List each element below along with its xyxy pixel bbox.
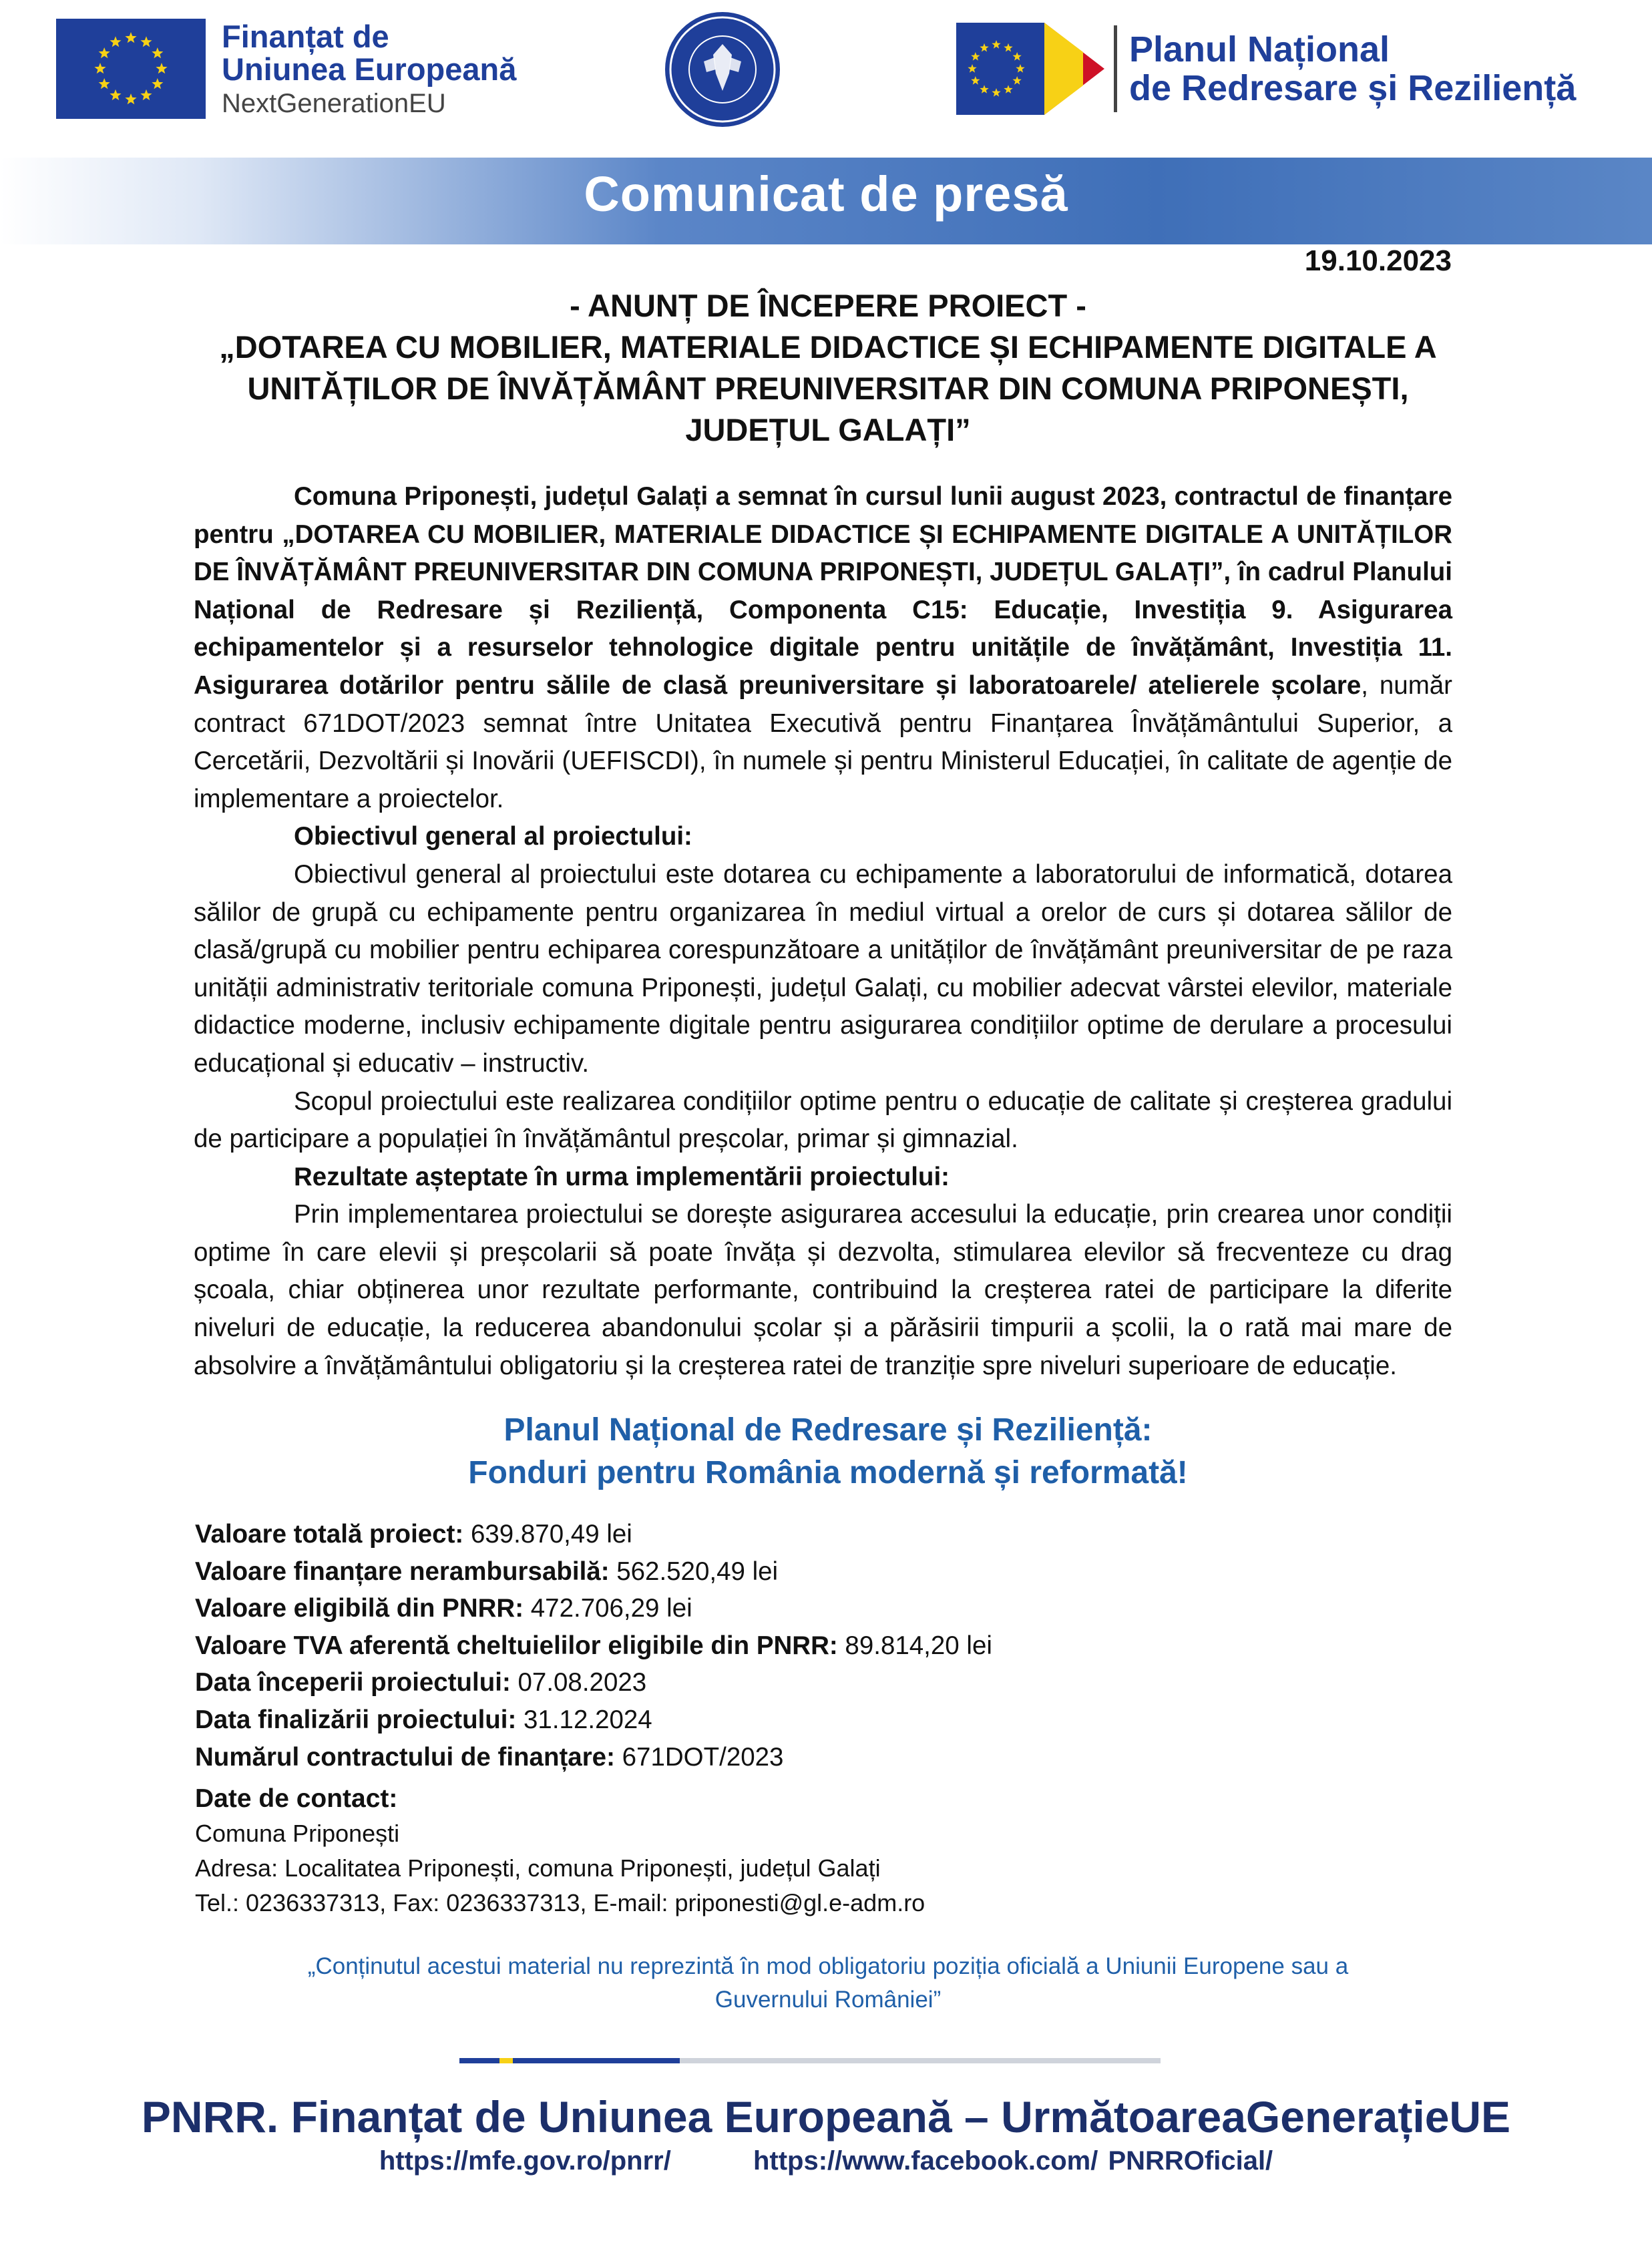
slogan-line1: Planul Național de Redresare și Reziliență: (503, 1412, 1153, 1448)
title-line4: JUDEȚUL GALAȚI” (685, 412, 971, 447)
contact-line1: Comuna Priponești (195, 1820, 400, 1847)
value-row: Valoare eligibilă din PNRR: 472.706,29 lei (195, 1594, 692, 1623)
eu-logo-line3: NextGenerationEU (222, 89, 446, 119)
footer-link-mfe[interactable]: https://mfe.gov.ro/pnrr/ (379, 2146, 671, 2176)
pnrr-logo (956, 23, 1576, 115)
value-row: Data începerii proiectului: 07.08.2023 (195, 1668, 647, 1697)
objective-paragraph: Obiectivul general al proiectului este dotarea cu echipamente a laboratorului de informatică, dotarea sălilor de grupă cu echipamente pentru organizarea în mediul virtual a orelor de curs și dotarea sălilor de clasă/grupă cu mobilier pentru echiparea corespunzătoare a unităților de învățământ preuniversitar de pe raza unității administrativ teritoriale comuna Priponești, județul Galați, cu mobilier adecvat vârstei elevilor, materiale didactice moderne, inclusiv echipamente digitale pentru asigurarea condițiilor optime de derulare a procesului educațional și educativ – instructiv. (194, 859, 1452, 1078)
footer-title: PNRR. Finanțat de Uniunea Europeană – UrmătoareaGenerațieUE (141, 2092, 1511, 2142)
intro-rest: , număr contract 671DOT/2023 semnat între Unitatea Executivă pentru Finanțarea Învățământului Superior, a Cercetării, Dezvoltării și Inovării (UEFISCDI), în numele și pentru Ministerul Educației, în calitate de agenție de implementare a proiectelor. (194, 670, 1452, 813)
eu-funding-logo (56, 19, 516, 119)
title-line2: „DOTAREA CU MOBILIER, MATERIALE DIDACTICE ȘI ECHIPAMENTE DIGITALE A (219, 329, 1437, 365)
disclaimer: „Conținutul acestui material nu reprezintă în mod obligatoriu poziția oficială a Uniunii Europene sau a Guvernului României” (307, 1953, 1349, 2013)
objective-heading: Obiectivul general al proiectului: (294, 822, 692, 851)
eu-logo-line1: Finanțat de (222, 18, 389, 54)
title-line1: - ANUNȚ DE ÎNCEPERE PROIECT - (570, 288, 1086, 323)
footer-link-facebook[interactable]: https://www.facebook.com/ PNRROficial/ (753, 2146, 1273, 2176)
eu-flag-icon (56, 19, 206, 119)
intro-bold: Comuna Priponești, județul Galați a semnat în cursul lunii august 2023, contractul de finanțare pentru „DOTAREA CU MOBILIER, MATERIALE DIDACTICE ȘI ECHIPAMENTE DIGITALE A UNITĂȚILOR DE ÎNVĂȚĂMÂNT PREUNIVERSITAR DIN COMUNA PRIPONEȘTI, JUDEȚUL GALAȚI”, în cadrul Planului Național de Redresare și Reziliență, Componenta C15: Educație, Investiția 9. Asigurarea echipamentelor și a resurselor tehnologice digitale pentru unitățile de învățământ, Investiția 11. Asigurarea dotărilor pentru sălile de clasă preuniversitare și laboratoarele/ atelierele școlare (194, 482, 1452, 700)
release-date: 19.10.2023 (1304, 244, 1452, 277)
pnrr-flag-icon (956, 23, 1104, 115)
press-release-body (194, 478, 1452, 1385)
eu-logo-line2: Uniunea Europeană (222, 51, 517, 87)
project-title (194, 286, 1462, 450)
pnrr-logo-line1: Planul Național (1129, 29, 1390, 69)
value-row: Valoare totală proiect: 639.870,49 lei (195, 1520, 632, 1549)
results-heading: Rezultate așteptate în urma implementării proiectului: (294, 1162, 950, 1191)
contact-block (195, 1782, 925, 1920)
pnrr-logo-line2: de Redresare și Reziliență (1129, 68, 1577, 108)
contact-address: Adresa: Localitatea Priponești, comuna Priponești, județul Galați (195, 1854, 881, 1882)
contact-phone-email: Tel.: 0236337313, Fax: 0236337313, E-mail: priponesti@gl.e-adm.ro (195, 1889, 925, 1916)
value-row: Data finalizării proiectului: 31.12.2024 (195, 1705, 652, 1734)
pnrr-slogan (194, 1409, 1462, 1494)
banner-title: Comunicat de presă (584, 166, 1068, 222)
footer-links (0, 2146, 1652, 2176)
value-row: Valoare finanțare nerambursabilă: 562.520,49 lei (195, 1557, 779, 1586)
slogan-line2: Fonduri pentru România modernă și reformată! (468, 1455, 1188, 1490)
results-paragraph: Prin implementarea proiectului se dorește asigurarea accesului la educație, prin crearea unor condiții optime în care elevii și preșcolarii să poate învăța și dezvolta, stimularea elevilor să frecventeze cu drag școala, chiar obținerea unor rezultate performante, contribuind la creșterea ratei de participare la diferite niveluri de educație, la reducerea abandonului școlar și a părăsirii timpurii a școlii, la o rată mai mare de absolvire a învățământului obligatoriu și la creșterea ratei de tranziție spre niveluri superioare de educație. (194, 1200, 1452, 1380)
scope-paragraph: Scopul proiectului este realizarea condițiilor optime pentru o educație de calitate și creșterea gradului de participare a populației în învățământul preșcolar, primar și gimnazial. (194, 1086, 1452, 1154)
romanian-government-seal-icon (662, 9, 783, 130)
title-line3: UNITĂȚILOR DE ÎNVĂȚĂMÂNT PREUNIVERSITAR DIN COMUNA PRIPONEȘTI, (247, 371, 1409, 406)
contact-heading: Date de contact: (195, 1784, 398, 1813)
value-row: Valoare TVA aferentă cheltuielilor eligibile din PNRR: 89.814,20 lei (195, 1631, 992, 1660)
project-values-list (195, 1516, 992, 1776)
footer-divider (459, 2056, 1161, 2064)
intro-paragraph (194, 478, 1452, 818)
value-row: Numărul contractului de finanțare: 671DOT/2023 (195, 1742, 784, 1772)
